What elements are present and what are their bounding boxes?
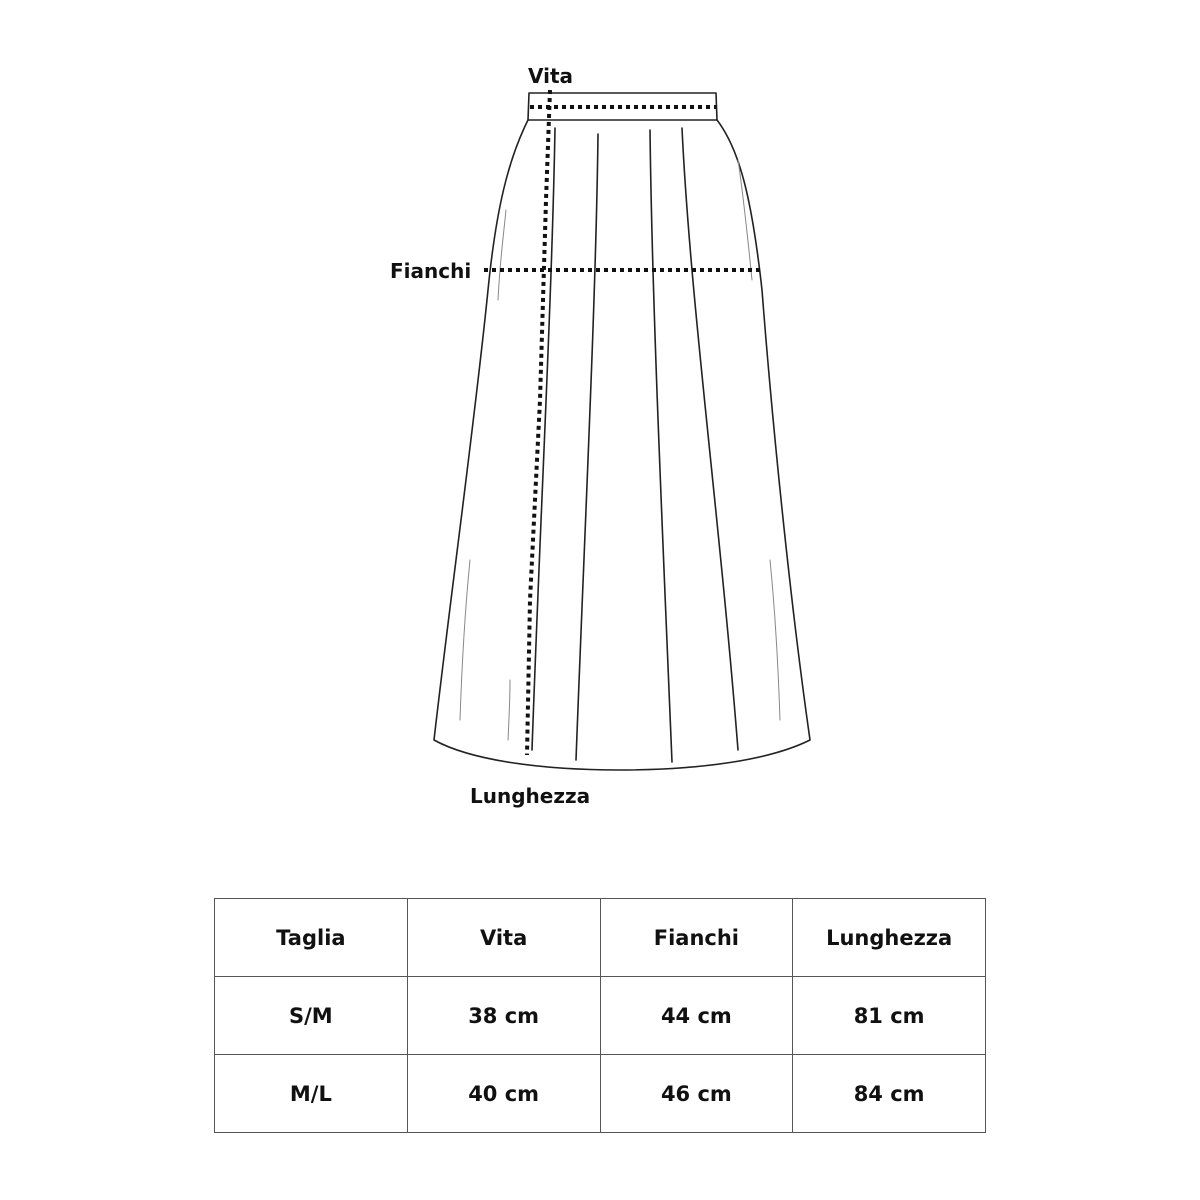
hips-label: Fianchi xyxy=(390,259,472,283)
waist-cell: 40 cm xyxy=(407,1055,600,1133)
length-cell: 84 cm xyxy=(793,1055,986,1133)
waist-cell: 38 cm xyxy=(407,977,600,1055)
table-row xyxy=(215,1055,986,1133)
waist-label: Vita xyxy=(528,64,574,88)
pleat-line xyxy=(682,128,738,750)
length-measure-line xyxy=(527,90,550,755)
skirt-body xyxy=(434,120,810,770)
skirt-illustration xyxy=(434,93,810,770)
pleat-line xyxy=(576,134,598,760)
table-header-row xyxy=(215,899,986,977)
size-table xyxy=(214,898,986,1133)
fold-line xyxy=(460,560,470,720)
length-label: Lunghezza xyxy=(470,784,591,808)
length-cell: 81 cm xyxy=(793,977,986,1055)
header-cell-waist: Vita xyxy=(407,899,600,977)
hips-cell: 46 cm xyxy=(600,1055,793,1133)
fold-line xyxy=(508,680,510,740)
header-cell-length: Lunghezza xyxy=(793,899,986,977)
size-cell: M/L xyxy=(215,1055,408,1133)
pleat-line xyxy=(650,130,672,762)
hips-cell: 44 cm xyxy=(600,977,793,1055)
header-cell-hips: Fianchi xyxy=(600,899,793,977)
size-cell: S/M xyxy=(215,977,408,1055)
header-cell-size: Taglia xyxy=(215,899,408,977)
fold-line xyxy=(738,160,752,280)
fold-line xyxy=(770,560,780,720)
fold-line xyxy=(498,210,506,300)
table-row xyxy=(215,977,986,1055)
